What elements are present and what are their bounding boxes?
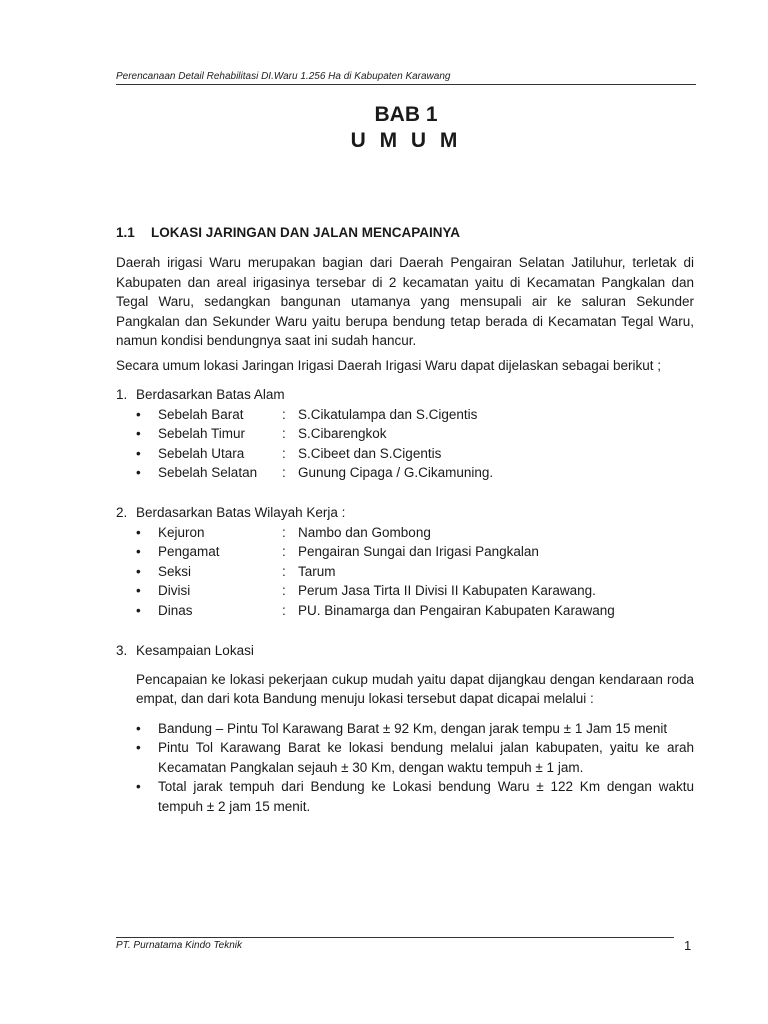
item-colon: : <box>282 544 286 559</box>
list-item <box>116 405 696 425</box>
route-item <box>116 777 694 816</box>
header-rule <box>116 84 696 85</box>
item-colon: : <box>282 563 286 579</box>
item-key: Sebelah Selatan <box>158 465 258 480</box>
item-colon: : <box>282 583 286 598</box>
bullet-icon: • <box>136 426 141 441</box>
item-key: Sebelah Timur <box>158 426 246 441</box>
item-colon: : <box>282 524 286 540</box>
item-value: S.Cibarengkok <box>298 426 387 441</box>
route-text: Bandung – Pintu Tol Karawang Barat ± 92 Km, dengan jarak tempu ± 1 Jam 15 menit <box>158 720 668 736</box>
summary-paragraph: Secara umum lokasi Jaringan Irigasi Daerah Irigasi Waru dapat dijelaskan sebagai berikut ; <box>116 358 662 373</box>
bullet-icon: • <box>136 583 141 598</box>
item-key: Kejuron <box>158 524 205 540</box>
bullet-icon: • <box>136 602 141 618</box>
item-colon: : <box>282 426 286 441</box>
bullet-icon: • <box>136 720 141 736</box>
list-item <box>116 562 696 582</box>
section-heading <box>116 225 460 240</box>
bullet-icon: • <box>136 406 141 422</box>
item-key: Divisi <box>158 583 191 598</box>
bullet-icon: • <box>136 465 141 480</box>
list-item <box>116 424 696 444</box>
bullet-icon: • <box>136 779 141 794</box>
item-key: Dinas <box>158 602 193 618</box>
list-batas-alam <box>116 385 696 483</box>
list-heading <box>116 503 696 523</box>
item-key: Pengamat <box>158 544 220 559</box>
item-colon: : <box>282 465 286 480</box>
item-value: S.Cibeet dan S.Cigentis <box>298 445 442 461</box>
item-value: Perum Jasa Tirta II Divisi II Kabupaten Karawang. <box>298 583 596 598</box>
item-value: PU. Binamarga dan Pengairan Kabupaten Karawang <box>298 602 615 618</box>
item-key: Sebelah Utara <box>158 445 245 461</box>
list-item <box>116 523 696 543</box>
footer-company: PT. Purnatama Kindo Teknik <box>116 940 243 951</box>
list-title: Berdasarkan Batas Wilayah Kerja : <box>136 505 346 520</box>
item-colon: : <box>282 602 286 618</box>
list-number: 2. <box>116 505 128 520</box>
list-heading <box>116 641 696 661</box>
chapter-title: U M U M <box>350 129 462 152</box>
list-title: Kesampaian Lokasi <box>136 643 254 658</box>
bullet-icon: • <box>136 524 141 540</box>
list-item <box>116 444 696 464</box>
bullet-icon: • <box>136 563 141 579</box>
bullet-icon: • <box>136 445 141 461</box>
list-item <box>116 542 696 562</box>
list-heading <box>116 385 696 405</box>
list-title: Berdasarkan Batas Alam <box>136 387 285 402</box>
item-value: Nambo dan Gombong <box>298 524 431 540</box>
item-key: Seksi <box>158 563 192 579</box>
list-item <box>116 601 696 621</box>
route-text: Pintu Tol Karawang Barat ke lokasi bendung melalui jalan kabupaten, yaitu ke arah Kecamatan Pangkalan sejauh ± 30 Km, dengan waktu tempuh ± 1 jam. <box>158 740 694 775</box>
list-batas-wilayah <box>116 503 696 620</box>
intro-paragraph: Daerah irigasi Waru merupakan bagian dari Daerah Pengairan Selatan Jatiluhur, terletak di Kabupaten dan areal irigasinya tersebar di 2 kecamatan yaitu di Kecamatan Pangkalan dan Tegal Waru, sedangkan bangunan utamanya yang mensupali air ke saluran Sekunder Pangkalan dan Sekunder Waru yaitu berupa bendung tetap berada di Kecamatan Tegal Waru, namun kondisi bendungnya saat ini sudah hancur. <box>116 255 694 348</box>
route-text: Total jarak tempuh dari Bendung ke Lokasi bendung Waru ± 122 Km dengan waktu tempuh ± 2 jam 15 menit. <box>158 779 694 814</box>
section-title: LOKASI JARINGAN DAN JALAN MENCAPAINYA <box>151 225 461 240</box>
access-paragraph: Pencapaian ke lokasi pekerjaan cukup mudah yaitu dapat dijangkau dengan kendaraan roda empat, dan dari kota Bandung menuju lokasi tersebut dapat dicapai melalui : <box>136 671 694 706</box>
route-item <box>116 738 694 777</box>
list-number: 1. <box>116 387 128 402</box>
chapter-number: BAB 1 <box>374 103 438 126</box>
item-value: Tarum <box>298 563 336 579</box>
section-number: 1.1 <box>116 225 135 240</box>
running-header: Perencanaan Detail Rehabilitasi DI.Waru 1.256 Ha di Kabupaten Karawang <box>116 71 451 82</box>
item-colon: : <box>282 445 286 461</box>
footer-rule <box>116 937 674 938</box>
item-value: Gunung Cipaga / G.Cikamuning. <box>298 465 494 480</box>
list-number: 3. <box>116 643 128 658</box>
list-item <box>116 581 696 601</box>
page-number: 1 <box>684 938 692 953</box>
list-item <box>116 463 696 483</box>
item-key: Sebelah Barat <box>158 406 244 422</box>
item-colon: : <box>282 406 286 422</box>
list-kesampaian-lokasi <box>116 641 696 816</box>
item-value: Pengairan Sungai dan Irigasi Pangkalan <box>298 544 539 559</box>
route-item <box>116 719 694 739</box>
item-value: S.Cikatulampa dan S.Cigentis <box>298 406 478 422</box>
bullet-icon: • <box>136 544 141 559</box>
bullet-icon: • <box>136 740 141 755</box>
